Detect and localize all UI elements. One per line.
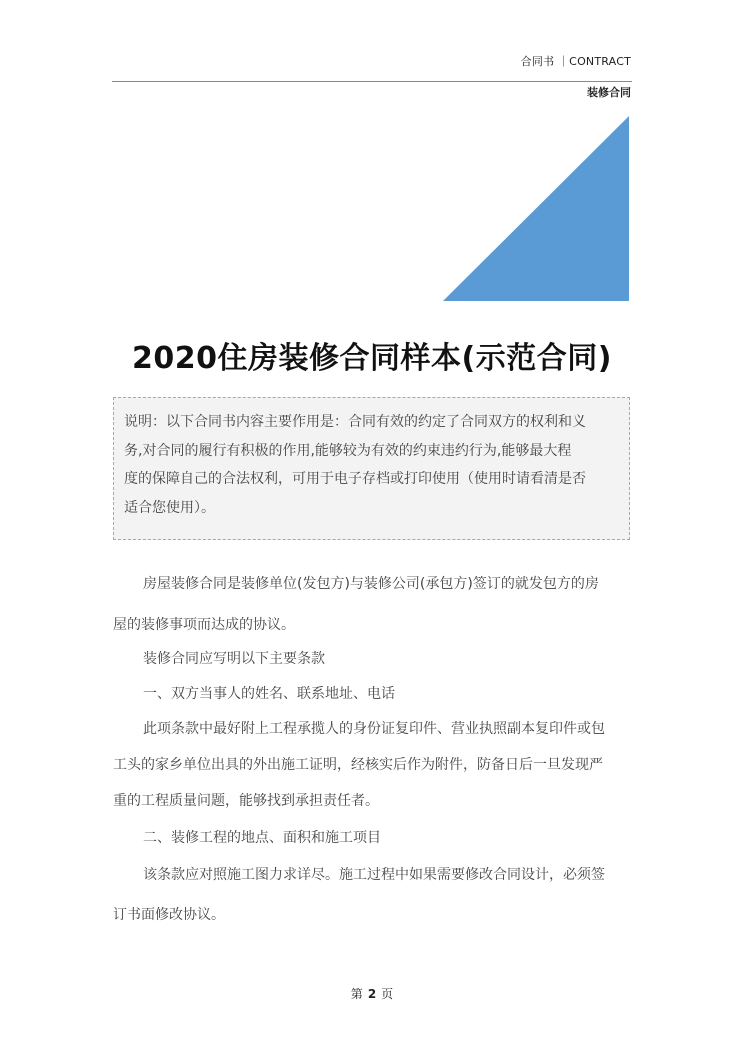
page-footer: [0, 985, 744, 1002]
document-title: 2020住房装修合同样本(示范合同): [132, 341, 612, 376]
note-line: 务,对合同的履行有积极的作用,能够较为有效的约束违约行为,能够最大程: [124, 442, 572, 459]
paragraph-location-line1: 该条款应对照施工图力求详尽。施工过程中如果需要修改合同设计，必须签: [143, 867, 605, 883]
paragraph-parties-line3: 重的工程质量问题，能够找到承担责任者。: [113, 793, 379, 809]
paragraph-intro-line1: 房屋装修合同是装修单位(发包方)与装修公司(承包方)签订的就发包方的房: [143, 576, 599, 592]
header-tag: 合同书 ｜CONTRACT: [520, 55, 631, 68]
note-line: 度的保障自己的合法权利，可用于电子存档或打印使用（使用时请看清是否: [124, 471, 586, 487]
paragraph-parties-line2: 工头的家乡单位出具的外出施工证明，经核实后作为附件，防备日后一旦发现严: [113, 757, 603, 773]
triangle-shape: [443, 116, 629, 301]
footer-suffix: 页: [381, 987, 394, 1001]
header-divider: [112, 81, 632, 82]
note-line: 适合您使用）。: [124, 499, 215, 516]
decorative-triangle: [443, 116, 629, 301]
header-subtitle: 装修合同: [587, 86, 631, 99]
page-number: 2: [367, 987, 377, 1001]
paragraph-clauses-heading: 装修合同应写明以下主要条款: [143, 651, 325, 667]
note-box: [113, 397, 630, 540]
paragraph-parties-line1: 此项条款中最好附上工程承揽人的身份证复印件、营业执照副本复印件或包: [143, 721, 605, 737]
section-heading-location: 二、装修工程的地点、面积和施工项目: [143, 830, 381, 846]
note-line: 说明：以下合同书内容主要作用是：合同有效的约定了合同双方的权利和义: [124, 414, 586, 430]
section-heading-parties: 一、双方当事人的姓名、联系地址、电话: [143, 686, 395, 702]
paragraph-location-line2: 订书面修改协议。: [113, 907, 225, 923]
footer-prefix: 第: [350, 987, 363, 1001]
paragraph-intro-line2: 屋的装修事项而达成的协议。: [113, 617, 295, 633]
